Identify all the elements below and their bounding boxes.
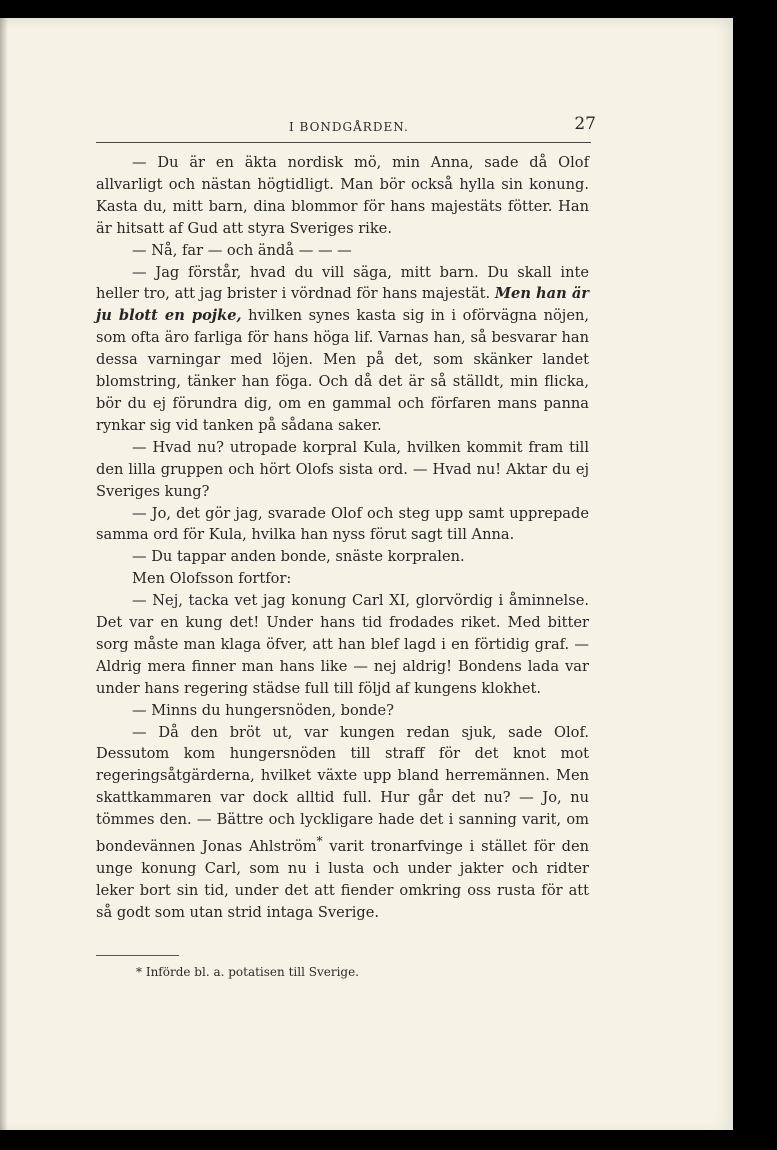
body-text [96,152,589,924]
footnote-rule [96,955,179,956]
paragraph-text: — Då den bröt ut, var kungen redan sjuk, sade Olof. Dessutom kom hungersnöden till straff för det knot mot regeringsåtgärderna, hvilket växte upp bland herremännen. Men skattkammaren var dock alltid full. Hur går det nu? — Jo, nu tömmes den. — Bättre och lyckligare hade det i sanning varit, om bondevännen Jonas Ahlström [96,723,589,855]
paragraph-text: varit tronarfvinge i stället för den unge konung Carl, som nu i lusta och under jakter och ridter leker bort sin tid, under det att fiender omkring oss rusta för att så godt som utan strid intaga Sverige. [96,837,589,921]
running-title: I BONDGÅRDEN. [289,120,409,134]
paragraph-text: hvilken synes kasta sig in i oförvägna nöjen, som ofta äro farliga för hans höga lif. Varnas han, så besvarar han dessa varningar med löjen. Men på det, som skänker landet blomstring, tänker han föga. Och då det är så ställdt, min flicka, bör du ej förundra dig, om en gammal och förfaren mans panna rynkar sig vid tanken på sådana saker. [96,307,589,434]
page-header [96,116,596,140]
paragraph: — Du är en äkta nordisk mö, min Anna, sade då Olof allvarligt och nästan högtidligt. Man bör också hylla sin konung. Kasta du, mitt barn, dina blommor för hans majestäts fötter. Han är hitsatt af Gud att styra Sveriges rike. [96,154,589,237]
emphasis-text: Men han är ju blott en pojke, [96,285,589,325]
paragraph-text: — Jag förstår, hvad du vill säga, mitt barn. Du skall inte heller tro, att jag brister i vördnad för hans majestät. [96,263,589,303]
header-rule [96,142,591,143]
paragraph: — Jo, det gör jag, svarade Olof och steg upp samt upprepade samma ord för Kula, hvilka han nyss förut sagt till Anna. [96,504,589,544]
footnote [136,965,359,979]
paragraph: — Nå, far — och ändå — — — [132,241,352,259]
book-page [0,18,733,1130]
paragraph: — Minns du hungersnöden, bonde? [132,701,394,719]
paragraph [96,262,589,437]
page-number: 27 [574,114,596,134]
paragraph: — Nej, tacka vet jag konung Carl XI, glorvördig i åminnelse. Det var en kung det! Under hans tid frodades riket. Med bitter sorg måste man klaga öfver, att han blef lagd i en förtidig graf. — Aldrig mera finner man hans like — nej aldrig! Bondens lada var under hans regering städse full till följd af kungens klokhet. [96,592,589,697]
footnote-text: Införde bl. a. potatisen till Sverige. [145,965,359,979]
paragraph: — Hvad nu? utropade korpral Kula, hvilken kommit fram till den lilla gruppen och hört Olofs sista ord. — Hvad nu! Aktar du ej Sveriges kung? [96,438,589,500]
footnote-reference: * [316,834,323,849]
paragraph [96,722,589,924]
paragraph: — Du tappar anden bonde, snäste korpralen. [132,548,465,566]
paragraph: Men Olofsson fortfor: [132,570,292,588]
page-gutter-shadow [0,18,8,1130]
footnote-mark: * [136,965,142,979]
